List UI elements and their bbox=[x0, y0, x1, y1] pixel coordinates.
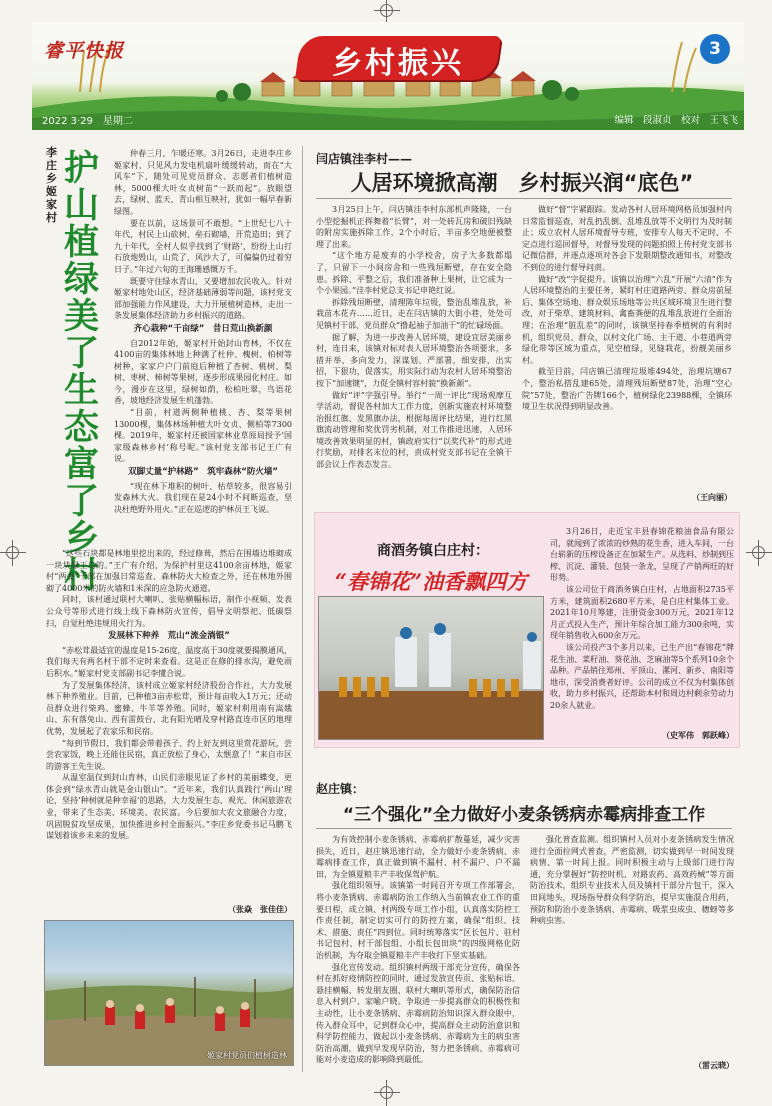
paragraph: 强化普查监测。组织镇村人员对小麦条锈病发生情况进行全面拉网式普查，严密监测，切实做到早一时间发现病情、第一时间上报。同时积极主动与上级部门进行沟通，充分掌握好“防控时机、对路农药、高效药械”等方面防治技术，组织专业技术人员及镇村干部分片包干，深入田间地头，现场指导群众科学防治，提早实施混合用药，预防和防治小麦条锈病、赤霉病、吸浆虫成虫、穗蚜等多种病虫害。 bbox=[530, 835, 734, 926]
paragraph: 同时，该村通过联村大喇叭、张贴横幅标语，制作小视频、发表公众号等形式进行线上线下森林防火宣传，倡导文明祭祀、低碳祭扫，自觉杜绝违规用火行为。 bbox=[46, 595, 292, 628]
paragraph: 该公司位于商酒务镇白庄村，占地面积2735平方米，建筑面积2680平方米，是白庄村集体工业。2021年10月筹建，注册资金300万元，2021年12月正式投入生产，预计年综合加工能力300余吨，实现年销售收入600余万元。 bbox=[550, 584, 734, 641]
article2-kicker: 闫店镇洼李村—— bbox=[316, 152, 413, 166]
paragraph: “赤松茸最适宜的温度是15-26度，温度高于30度就要揭膜通风，我们每天有两名村干部不定时来查看。这是正在修的排水沟，避免雨后积水。”姬家村党支部副书记李懂合说。 bbox=[46, 645, 292, 678]
article3-text bbox=[550, 526, 734, 730]
registration-mark bbox=[6, 546, 20, 560]
article3-byline: （史军伟 郭跃峰） bbox=[662, 731, 734, 740]
article3-headline: “春锦花”油香飘四方 bbox=[334, 569, 528, 594]
article1-text bbox=[114, 148, 292, 546]
page-number: 3 bbox=[709, 39, 721, 59]
paragraph: 做好“改”字促提升。该镇以治理“六乱”开展“六清”作为人居环境整治的主要任务，紧盯村庄道路两旁、群众房前屋后、集体空场地、群众娱乐场地等公共区域环境卫生进行整改，对于柴草、建筑材料、禽畜粪便的乱堆乱放进行全面治理；在治理“脏乱差”的同时，该镇坚持春季植树的有利时机，组织党员、群众，以村文化广场、主干道、小巷道两旁绿化带等区域为重点，见空植绿，见缝栽花，扮靓美丽乡村。 bbox=[522, 274, 732, 365]
article1-byline: （张焱 张佳佳） bbox=[228, 905, 292, 914]
article3-photo bbox=[318, 596, 544, 740]
article1-headline: 护山植绿 美了生态 富了乡村 bbox=[64, 148, 135, 596]
article4-text-left bbox=[316, 834, 520, 1074]
article4-kicker: 赵庄镇： bbox=[316, 782, 365, 796]
paragraph: “目前，村道两侧种植桃、杏、梨等果树13000棵，集体林场种植大叶女贞、侧柏等7300棵。2019年，姬家村还被国家林业草原局授予‘国家级森林乡村’称号呢。”该村党支部书记王广有说。 bbox=[114, 408, 292, 464]
paragraph: 3月26日，走近宝丰县春锦花粮油食品有限公司，就闻到了浓浓的炒熟的花生香，进入车间，一台台崭新的压榨设备正在加紧生产。从选料、炒制到压榨、沉淀、灌装、包装一条龙，呈现了产销两旺的好形势。 bbox=[550, 527, 734, 583]
article3-kicker: 商酒务镇白庄村： bbox=[377, 543, 489, 559]
paragraph: 仲春三月，乍暖还寒。3月26日，走进李庄乡姬家村，只见风力发电机扇叶缓缓转动，而在“大风车”下，随处可见党员群众、志愿者们植树造林，5000棵大叶女贞树苗“一跃而起”。放眼望去，绿树、蓝天、青山相互映衬，犹如一幅早春新绿图。 bbox=[114, 149, 292, 216]
paper-name-logo: 睿平快报 bbox=[44, 40, 125, 62]
paragraph: “这些石块都是林地里挖出来的，经过修葺，然后在围墙边堆砌成一块块绿王岛的。”王广有介绍，为保护村里这4100余亩林地，姬家村“两委”干部在加强日常巡查、森林防火大检查之外，还在林地外围砌了4000米的防火墙和1米深的应急防火通道。 bbox=[46, 549, 292, 593]
article2-text-left bbox=[316, 204, 512, 494]
article1-subheading: 双脚丈量“护林路” 筑牢森林“防火墙” bbox=[128, 467, 278, 478]
paragraph: 要在以前，这场景可不敢想。“上世纪七八十年代，村民上山砍树、垒石砌墙，开荒造田；到了九十年代，全村人似乎找到了‘财路’，纷纷上山打石放炮毁山，山荒了，风沙大了，可偏偏仍过着穷日子。”年过六旬的王海珊感慨万千。 bbox=[114, 218, 292, 274]
paragraph: 拆除残垣断壁，清理陈年垃圾，整治乱堆乱放，补栽苗木花卉……近日，走在闫店镇的大街小巷，处处可见镇村干部、党员群众“撸起袖子加油干”的忙碌场面。 bbox=[316, 297, 512, 330]
paragraph: 3月25日上午，闫店镇洼李村东部机声隆隆，一台小型挖掘机正挥舞着“长臂”，对一处砖瓦房和破旧残缺的附房实施拆除工作，2个小时后，半亩多空地便被整理了出来。 bbox=[316, 205, 512, 249]
paragraph: “这个地方是废弃的小学校舍，房子大多数都塌了，只留下一小间房舍和一些残垣断壁，存在安全隐患。拆除、平整之后，我们准备种上果树，让它成为一个小果园。”洼李村党总支书记申艳红说。 bbox=[316, 251, 512, 296]
paragraph: 强化宣传发动。组织镇村两级干部充分宣传，确保各村在抓好疫情防控的同时，通过发放宣传页、张贴标语、悬挂横幅、转发朋友圈、联村大喇叭等形式，确保防治信息入村到户、家喻户晓。争取进一步提高群众的积极性和主动性，让小麦条锈病、赤霉病防治知识深入群众眼中，传入群众耳中，记到群众心中，提高群众主动防治意识和科学防控能力，做起以小麦条锈病、赤霉病为主的病虫害防治高潮，做到早发现早防治，努力把条锈病、赤霉病可能对小麦造成的影响降到最低。 bbox=[316, 962, 520, 1065]
article2-text-right bbox=[522, 204, 732, 496]
paragraph: 为了发展集体经济，该村成立姬家村经济股份合作社，大力发展林下种养殖业。目前，已种植3亩赤松茸，预计每亩收入1万元；还动员群众进行柴鸡、蜜蜂、牛羊等养殖。同时，姬家村利用南有嵩娥山、东有落兔山、西有雷鼓台、北有阳光晴及穿村路直连市区的地理优势，发展起了农家乐和民宿。 bbox=[46, 680, 292, 736]
article4-text-right bbox=[530, 834, 734, 1058]
article4-rule bbox=[316, 828, 732, 829]
column-divider bbox=[302, 146, 303, 1072]
article2-headline: 人居环境掀高潮 乡村振兴润“底色” bbox=[350, 171, 694, 195]
registration-mark bbox=[380, 1086, 394, 1100]
section-title: 乡村振兴 bbox=[332, 46, 464, 81]
paragraph: 据了解，为进一步改善人居环境，建设宜居美丽乡村，连日来，该镇对标对表人居环境整治各项要求，多措并举、多向发力，深谋划、严部署，细安排，出实招，下狠功，促落实，用实际行动为农村人居环境整治按下“加速键”，力促全镇村容村貌“换新颜”。 bbox=[316, 332, 512, 388]
paragraph: 为有效控制小麦条锈病、赤霉病扩散蔓延，减少灾害损失，近日，赵庄镇迅速行动，全力做好小麦条锈病、赤霉病排查工作，真正做到镇不漏村、村不漏户、户不漏田，为全镇夏粮丰产丰收保驾护航。 bbox=[316, 835, 520, 879]
registration-mark bbox=[380, 4, 394, 18]
article1-photo bbox=[44, 920, 294, 1066]
article2-byline: （王向丽） bbox=[692, 493, 732, 502]
paragraph: 既要守住绿水青山，又要增加农民收入。针对姬家村地处山区，经济基础薄弱等问题，该村党支部加强能力作风建设，大力开展植树造林，走出一条发展集体经济助力乡村振兴的道路。 bbox=[114, 276, 292, 321]
paragraph: “现在林下堆积的树叶、枯草较多，很容易引发森林大火。我们现在是24小时不间断巡查，坚决杜绝野外用火。”正在巡逻的护林员王飞说。 bbox=[114, 481, 292, 514]
paragraph: 强化组织领导。该镇第一时间召开专项工作部署会，将小麦条锈病、赤霉病防治工作纳入当前镇农业工作的重要日程，成立镇、村两级专项工作小组，认真落实防控工作责任制，制定切实可行的防控方案，确保“组织、技术、措施、责任”四到位。同时统筹落实“区长包片、驻村书记包村、村干部包组、小组长包田块”的四级网格化防治机制，为夺取全镇夏粮丰产丰收打下坚实基础。 bbox=[316, 881, 520, 960]
paragraph: “每到节假日，我们都会带着孩子、约上好友到这里赏花游玩，尝尝农家饭，晚上还能住民宿，真正放松了身心，太惬意了！”来自市区的游客王先生说。 bbox=[46, 738, 292, 771]
article4-headline: “三个强化”全力做好小麦条锈病赤霉病排查工作 bbox=[342, 805, 706, 825]
article4-byline: （雷云晓） bbox=[694, 1061, 734, 1070]
article1-text-continued bbox=[46, 548, 292, 900]
paragraph: 做好“评”字强引导。举行“一周一评比”现场观摩互学活动，督促各村加大工作力度，创新实施农村环境整治报红旗、发黑旗办法，根据每周评比结果，进行红黑旗流动管理和奖优罚劣机制，对工作推进迅速，人居环境改善效果明显的村，镇政府实行“以奖代补”的形式进行奖励，对排名末位的村，责成村党支部书记在全镇干部会议上作表态发言。 bbox=[316, 390, 512, 470]
article1-subheading: 发展林下种养 荒山“流金淌银” bbox=[108, 631, 230, 642]
page-number-badge bbox=[700, 34, 730, 64]
article1-location: 李庄乡姬家村 bbox=[46, 146, 57, 224]
registration-mark bbox=[752, 546, 766, 560]
editor-credits: 编辑 段淑贞 校对 王飞飞 bbox=[614, 115, 738, 126]
paragraph: 从温室温仅到封山育林，山民们亲眼见证了乡村的美丽蝶变，更体会到“绿水青山就是金山银山”。“近年来，我们认真践行‘两山’理论，坚持‘种树就是种幸福’的思路，大力发展生态、观光、休闲旅游农业，带来了生态美、环境美、农民富。今后要加大农文旅融合力度，巩固脱贫攻坚成果，加快推进乡村全面振兴。”李庄乡党委书记马鹏飞谋划着该乡未来的发展。 bbox=[46, 773, 292, 841]
tree-planting-photo bbox=[45, 921, 294, 1066]
issue-date: 2022 3·29 星期二 bbox=[42, 116, 133, 127]
paragraph: 做好“督”字紧跟踪。发动各村人居环境网格员加强村内日常监督巡查，对乱扔乱倒、乱堆乱放等不文明行为及时制止；成立农村人居环境督导专班，安排专人每天不定时、不定点进行巡回督导，对督导发现的问题拍照上传村党支部书记微信群，并逐点逐项对各会下发限期整改通知书，对整改不到位的进行督导问责。 bbox=[522, 205, 732, 272]
paragraph: 截至目前，闫店镇已清理垃圾堆494处，治理坑塘67个，整治私搭乱建65处，清理残垣断壁87处，治理“空心院”57处，整治广告牌166个，植树绿化23988棵，全镇环境卫生状况得到明显改善。 bbox=[522, 367, 732, 412]
oil-factory-photo bbox=[319, 597, 544, 740]
photo-caption: 姬家村党员们植树造林 bbox=[207, 1051, 287, 1060]
paragraph: 该公司投产3个多月以来，已生产出“春锦花”牌花生油、菜籽油、葵花油、芝麻油等5个系列10余个品种。产品销往郑州、平顶山、漯河、新乡、南阳等地市，深受消费者好评。公司的成立不仅为村集体创收，助力乡村振兴，还帮助本村和周边村剩余劳动力20余人就业。 bbox=[550, 642, 734, 710]
article1-subheading: 齐心栽种“千亩绿” 昔日荒山换新颜 bbox=[133, 323, 273, 334]
paragraph: 自2012年始，姬家村开始封山育林，不仅在4100亩的集体林地上种满了杜仲、槐树、柏树等树种，家家户户门前庭后种植了杏树、桃树、梨树、枣树、柿树等果树，逐步形成果园化村庄。如今，漫步在这里，绿树如荫，松柏吐翠，鸟语花香，坡地经济发展生机蓬勃。 bbox=[114, 338, 292, 406]
header-banner bbox=[32, 22, 744, 130]
article2-rule bbox=[316, 198, 732, 199]
